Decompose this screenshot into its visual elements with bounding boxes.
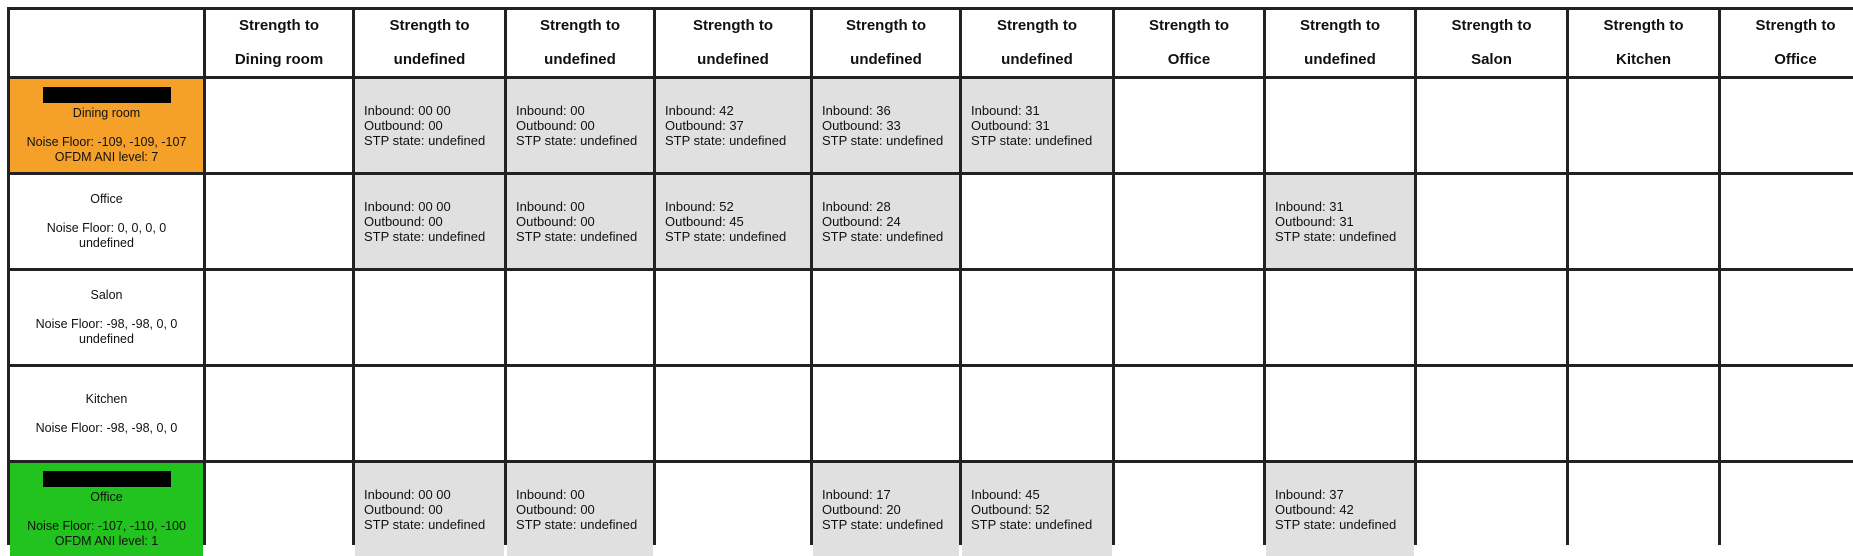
stp-state: STP state: undefined <box>1275 517 1397 532</box>
empty-cell <box>1721 79 1853 172</box>
row-header-device <box>10 463 203 556</box>
link-strength-cell <box>813 79 959 172</box>
empty-cell <box>355 367 504 460</box>
column-header-line1: Strength to <box>1451 17 1532 34</box>
device-name: Dining room <box>72 105 141 120</box>
empty-cell <box>206 367 352 460</box>
empty-cell <box>1569 463 1718 556</box>
outbound-value: Outbound: 00 <box>516 118 595 133</box>
column-header-target: Kitchen <box>1615 51 1671 68</box>
row-header-device <box>10 271 203 364</box>
empty-cell <box>507 271 653 364</box>
empty-cell <box>1417 271 1566 364</box>
inbound-value: Inbound: 00 <box>516 487 585 502</box>
outbound-value: Outbound: 00 <box>516 502 595 517</box>
column-header-line1: Strength to <box>1755 17 1836 34</box>
empty-cell <box>1721 367 1853 460</box>
stp-state: STP state: undefined <box>665 133 787 148</box>
redacted-label <box>43 87 171 103</box>
device-extra-info: OFDM ANI level: 1 <box>54 533 159 548</box>
outbound-value: Outbound: 31 <box>1275 214 1354 229</box>
outbound-value: Outbound: 31 <box>971 118 1050 133</box>
link-strength-cell <box>1266 175 1414 268</box>
empty-cell <box>206 79 352 172</box>
column-header-line1: Strength to <box>1149 17 1229 34</box>
inbound-value: Inbound: 36 <box>822 103 891 118</box>
link-strength-cell <box>507 175 653 268</box>
stp-state: STP state: undefined <box>516 133 638 148</box>
inbound-value: Inbound: 37 <box>1275 487 1344 502</box>
column-header <box>1115 10 1263 76</box>
link-strength-cell <box>813 175 959 268</box>
row-header-device <box>10 367 203 460</box>
column-header-target: undefined <box>850 51 922 68</box>
link-strength-cell <box>962 79 1112 172</box>
link-strength-cell <box>813 463 959 556</box>
empty-cell <box>206 175 352 268</box>
stp-state: STP state: undefined <box>971 133 1093 148</box>
column-header-target: Office <box>1167 51 1211 68</box>
empty-cell <box>1266 79 1414 172</box>
inbound-value: Inbound: 00 00 <box>364 103 451 118</box>
empty-cell <box>813 271 959 364</box>
column-header <box>206 10 352 76</box>
column-header-target: undefined <box>1304 51 1376 68</box>
empty-cell <box>813 367 959 460</box>
column-header-line1: Strength to <box>693 17 773 34</box>
stp-state: STP state: undefined <box>516 517 638 532</box>
inbound-value: Inbound: 31 <box>971 103 1040 118</box>
outbound-value: Outbound: 45 <box>665 214 744 229</box>
inbound-value: Inbound: 45 <box>971 487 1040 502</box>
empty-cell <box>1417 79 1566 172</box>
empty-cell <box>962 175 1112 268</box>
empty-cell <box>1266 367 1414 460</box>
empty-cell <box>656 367 810 460</box>
column-header <box>507 10 653 76</box>
column-header <box>1266 10 1414 76</box>
noise-floor: Noise Floor: 0, 0, 0, 0 <box>46 221 167 235</box>
link-strength-cell <box>355 463 504 556</box>
empty-cell <box>1721 271 1853 364</box>
inbound-value: Inbound: 42 <box>665 103 734 118</box>
stp-state: STP state: undefined <box>1275 229 1397 244</box>
outbound-value: Outbound: 00 <box>364 502 443 517</box>
stp-state: STP state: undefined <box>364 517 486 532</box>
empty-cell <box>656 463 810 556</box>
column-header-target: undefined <box>697 51 769 68</box>
empty-cell <box>656 271 810 364</box>
noise-floor: Noise Floor: -107, -110, -100 <box>27 518 186 533</box>
column-header-target: undefined <box>544 51 616 68</box>
column-header <box>355 10 504 76</box>
stp-state: STP state: undefined <box>971 517 1093 532</box>
empty-cell <box>1569 175 1718 268</box>
column-header-target: undefined <box>1001 51 1073 68</box>
redacted-label <box>43 471 171 487</box>
noise-floor: Noise Floor: -98, -98, 0, 0 <box>35 420 178 435</box>
inbound-value: Inbound: 00 00 <box>364 199 451 214</box>
inbound-value: Inbound: 28 <box>822 199 891 214</box>
noise-floor: Noise Floor: -98, -98, 0, 0 <box>35 317 178 331</box>
column-header-line1: Strength to <box>997 17 1077 34</box>
column-header <box>1569 10 1718 76</box>
empty-cell <box>206 463 352 556</box>
column-header-target: undefined <box>393 51 466 68</box>
outbound-value: Outbound: 37 <box>665 118 744 133</box>
inbound-value: Inbound: 17 <box>822 487 891 502</box>
empty-cell <box>355 271 504 364</box>
stp-state: STP state: undefined <box>516 229 638 244</box>
outbound-value: Outbound: 52 <box>971 502 1050 517</box>
link-strength-cell <box>1266 463 1414 556</box>
column-header <box>1417 10 1566 76</box>
column-header <box>962 10 1112 76</box>
signal-strength-table <box>7 7 1853 548</box>
link-strength-cell <box>507 79 653 172</box>
empty-cell <box>1115 79 1263 172</box>
empty-cell <box>1721 175 1853 268</box>
link-strength-cell <box>962 463 1112 556</box>
column-header-target: Office <box>1774 51 1817 68</box>
column-header <box>656 10 810 76</box>
column-header <box>813 10 959 76</box>
device-name: Office <box>90 192 123 206</box>
stp-state: STP state: undefined <box>665 229 787 244</box>
link-strength-cell <box>656 79 810 172</box>
empty-cell <box>1417 463 1566 556</box>
inbound-value: Inbound: 31 <box>1275 199 1344 214</box>
stp-state: STP state: undefined <box>822 517 944 532</box>
stp-state: STP state: undefined <box>364 229 486 244</box>
stp-state: STP state: undefined <box>822 133 944 148</box>
corner-cell <box>10 10 203 76</box>
outbound-value: Outbound: 20 <box>822 502 901 517</box>
empty-cell <box>1266 271 1414 364</box>
noise-floor: Noise Floor: -109, -109, -107 <box>26 134 187 149</box>
outbound-value: Outbound: 42 <box>1275 502 1354 517</box>
empty-cell <box>962 271 1112 364</box>
device-extra-info: undefined <box>79 332 134 346</box>
inbound-value: Inbound: 00 <box>516 103 585 118</box>
outbound-value: Outbound: 24 <box>822 214 901 229</box>
stp-state: STP state: undefined <box>364 133 486 148</box>
inbound-value: Inbound: 52 <box>665 199 734 214</box>
column-header-target: Salon <box>1471 51 1512 68</box>
row-header-device <box>10 175 203 268</box>
column-header-target: Dining room <box>234 51 324 68</box>
inbound-value: Inbound: 00 00 <box>364 487 451 502</box>
link-strength-cell <box>656 175 810 268</box>
column-header-line1: Strength to <box>239 17 319 34</box>
link-strength-cell <box>507 463 653 556</box>
empty-cell <box>1569 271 1718 364</box>
device-name: Office <box>90 489 123 504</box>
link-strength-cell <box>355 79 504 172</box>
empty-cell <box>1115 463 1263 556</box>
empty-cell <box>962 367 1112 460</box>
stp-state: STP state: undefined <box>822 229 944 244</box>
inbound-value: Inbound: 00 <box>516 199 585 214</box>
empty-cell <box>1417 367 1566 460</box>
link-strength-cell <box>355 175 504 268</box>
device-name: Salon <box>90 288 123 302</box>
outbound-value: Outbound: 33 <box>822 118 901 133</box>
outbound-value: Outbound: 00 <box>516 214 595 229</box>
empty-cell <box>1115 175 1263 268</box>
device-extra-info: OFDM ANI level: 7 <box>54 149 159 164</box>
empty-cell <box>206 271 352 364</box>
column-header-line1: Strength to <box>1300 17 1380 34</box>
column-header-line1: Strength to <box>389 17 470 34</box>
empty-cell <box>507 367 653 460</box>
device-name: Kitchen <box>85 391 128 406</box>
row-header-device <box>10 79 203 172</box>
empty-cell <box>1721 463 1853 556</box>
empty-cell <box>1417 175 1566 268</box>
column-header-line1: Strength to <box>1603 17 1684 34</box>
column-header <box>1721 10 1853 76</box>
column-header-line1: Strength to <box>540 17 620 34</box>
empty-cell <box>1569 367 1718 460</box>
empty-cell <box>1569 79 1718 172</box>
empty-cell <box>1115 367 1263 460</box>
device-extra-info: undefined <box>79 236 134 250</box>
outbound-value: Outbound: 00 <box>364 214 443 229</box>
empty-cell <box>1115 271 1263 364</box>
outbound-value: Outbound: 00 <box>364 118 443 133</box>
column-header-line1: Strength to <box>846 17 926 34</box>
